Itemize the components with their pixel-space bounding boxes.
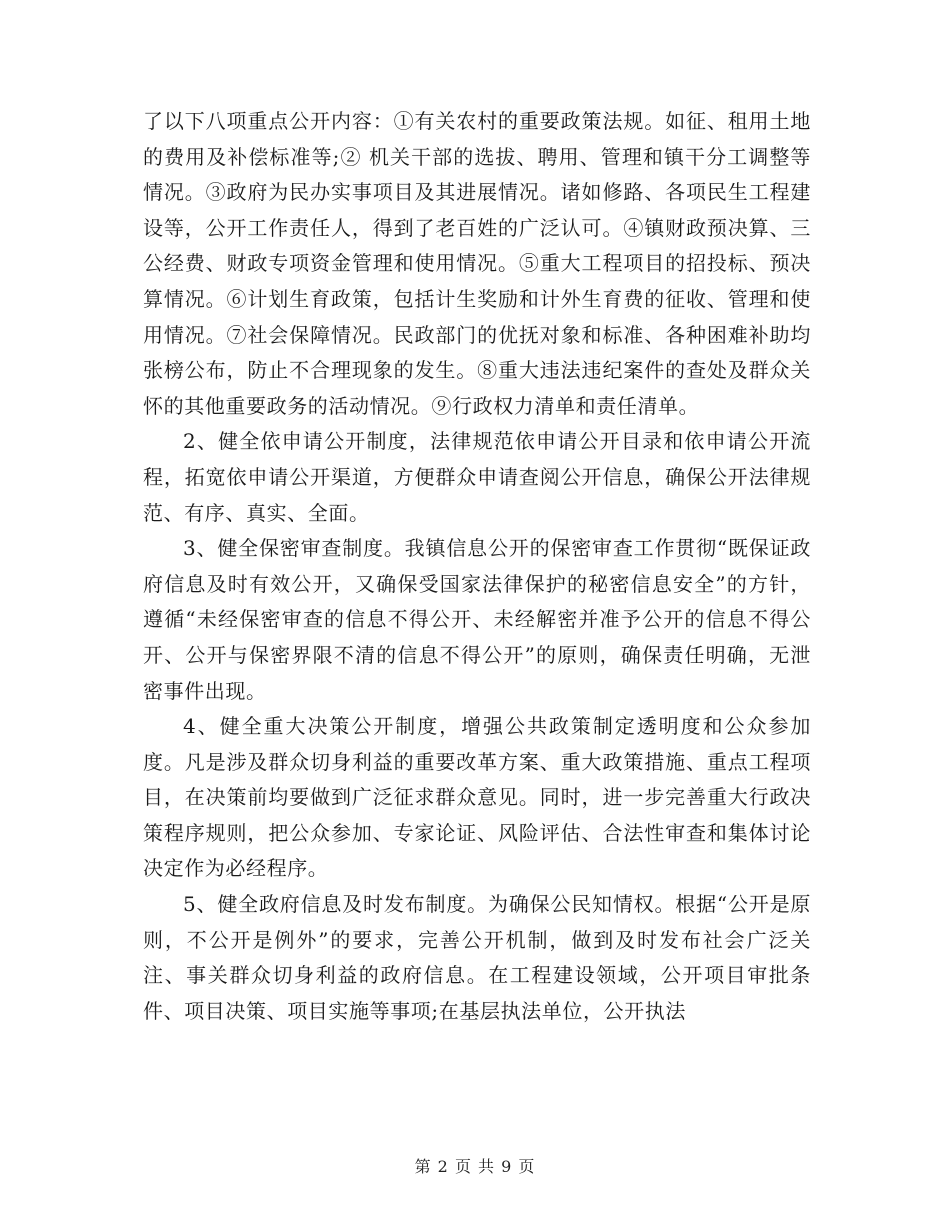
page-number-footer: 第 2 页 共 9 页 — [414, 1157, 536, 1176]
paragraph-item-3: 3、健全保密审查制度。我镇信息公开的保密审查工作贯彻“既保证政府信息及时有效公开，又确保受国家法律保护的秘密信息安全”的方针，遵循“未经保密审查的信息不得公开、未经解密并准予公开的信息不得公开、公开与保密界限不清的信息不得公开”的原则，确保责任明确，无泄密事件出现。 — [143, 536, 811, 703]
paragraph-item-5: 5、健全政府信息及时发布制度。为确保公民知情权。根据“公开是原则，不公开是例外”的要求，完善公开机制，做到及时发布社会广泛关注、事关群众切身利益的政府信息。在工程建设领域，公开项目审批条件、项目决策、项目实施等事项;在基层执法单位，公开执法 — [143, 892, 811, 1023]
document-body — [143, 104, 811, 1029]
paragraph-item-4: 4、健全重大决策公开制度，增强公共政策制定透明度和公众参加度。凡是涉及群众切身利益的重要改革方案、重大政策措施、重点工程项目，在决策前均要做到广泛征求群众意见。同时，进一步完善重大行政决策程序规则，把公众参加、专家论证、风险评估、合法性审查和集体讨论决定作为必经程序。 — [143, 714, 811, 881]
paragraph-continuation: 了以下八项重点公开内容：①有关农村的重要政策法规。如征、租用土地的费用及补偿标准等;② 机关干部的选拔、聘用、管理和镇干分工调整等情况。③政府为民办实事项目及其进展情况。诸如修路、各项民生工程建设等，公开工作责任人，得到了老百姓的广泛认可。④镇财政预决算、三公经费、财政专项资金管理和使用情况。⑤重大工程项目的招投标、预决算情况。⑥计划生育政策，包括计生奖励和计外生育费的征收、管理和使用情况。⑦社会保障情况。民政部门的优抚对象和标准、各种困难补助均张榜公布，防止不合理现象的发生。⑧重大违法违纪案件的查处及群众关怀的其他重要政务的活动情况。⑨行政权力清单和责任清单。 — [143, 109, 811, 418]
paragraph-item-2: 2、健全依申请公开制度，法律规范依申请公开目录和依申请公开流程，拓宽依申请公开渠道，方便群众申请查阅公开信息，确保公开法律规范、有序、真实、全面。 — [143, 429, 811, 525]
